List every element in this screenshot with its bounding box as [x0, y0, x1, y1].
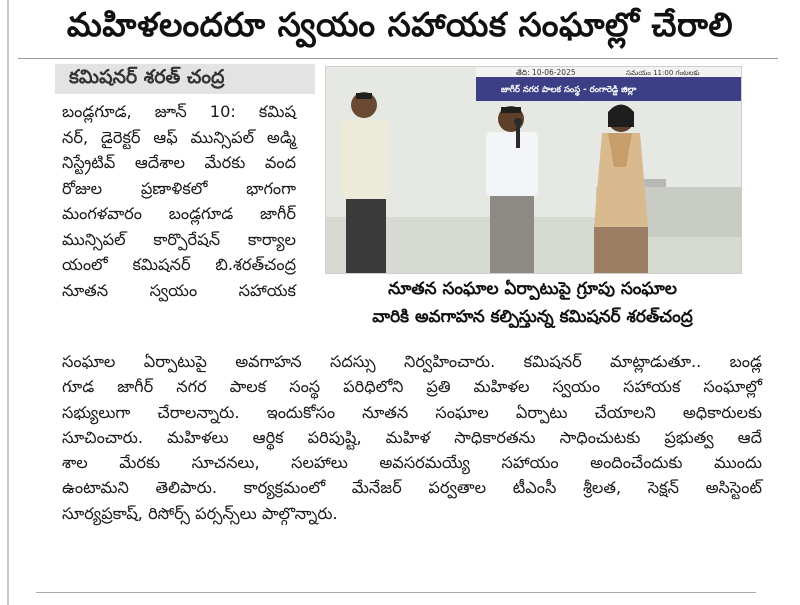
page-edge-line: [7, 0, 9, 605]
article-column-text: [62, 99, 296, 303]
text-line: మున్సిపల్ కార్పొరేషన్ కార్యాల: [62, 229, 296, 249]
event-photo-illustration: [326, 67, 741, 273]
text-line: మంగళవారం బండ్లగూడ జాగీర్: [62, 204, 296, 223]
text-line: సూచించారు. మహిళలు ఆర్థిక పరిపుష్టి, మహిళ సాధికారతను సాధించుటకు ప్రభుత్వ ఆదే: [62, 427, 762, 447]
text-line: సంఘాల ఏర్పాటుపై అవగాహన సదస్సు నిర్వహించారు. కమిషనర్ మాట్లాడుతూ.. బండ్ల: [62, 352, 762, 371]
byline: [55, 64, 315, 94]
caption-line-2: వారికి అవగాహన కల్పిస్తున్న కమిషనర్ శరత్‌చంద్ర: [372, 307, 693, 327]
bottom-rule: [36, 592, 756, 593]
text-line: రోజుల ప్రణాళికలో భాగంగా: [62, 178, 296, 198]
text-line: యంలో కమిషనర్ బి.శరత్‌చంద్ర: [62, 255, 296, 274]
headline-rule: [18, 58, 778, 59]
text-line: ఉంటామని తెలిపారు. కార్యక్రమంలో మేనేజర్ పర్వతాల టీఎంసీ శ్రీలత, సెక్షన్ అసిస్టెంట్: [62, 478, 762, 498]
text-line: గూడ జాగీర్ నగర పాలక సంస్థ పరిధిలోని ప్రతి మహిళల స్వయం సహాయక సంఘాల్లో: [62, 377, 762, 397]
banner-time: సమయం 11:00 గంటలకు: [626, 69, 700, 77]
text-line: నిస్ట్రేటివ్ ఆదేశాల మేరకు వంద: [62, 153, 296, 172]
text-line: సూర్యప్రకాష్, రిసోర్స్ పర్సన్స్‌లు పాల్గొన్నారు.: [62, 503, 338, 523]
event-photo: [325, 66, 742, 274]
headline: మహిళలందరూ స్వయం సహాయక సంఘాల్లో చేరాలి: [66, 4, 734, 44]
article-body-text: [62, 349, 762, 526]
text-line: నూతన స్వయం సహాయక: [62, 280, 296, 300]
text-line: నర్, డైరెక్టర్ ఆఫ్ మున్సిపల్ అడ్మి: [62, 127, 296, 147]
text-line: సభ్యులుగా చేరాలన్నారు. ఇందుకోసం నూతన సంఘాల ఏర్పాటు చేయాలని అధికారులకు: [62, 402, 762, 422]
text-line: బండ్లగూడ, జూన్ 10: కమిష: [62, 102, 296, 121]
byline-text: కమిషనర్ శరత్ చంద్ర: [69, 65, 225, 88]
photo-caption: [325, 275, 740, 335]
caption-line-1: నూతన సంఘాల ఏర్పాటుపై గ్రూపు సంఘాల: [388, 279, 677, 299]
banner-title: జాగీర్ నగర పాలక సంస్థ - రంగారెడ్డి జిల్లా: [501, 85, 637, 95]
text-line: శాల మేరకు సూచనలు, సలహాలు అవసరమయ్యే సహాయం అందించేందుకు ముందు: [62, 453, 762, 473]
banner-date: తేది: 10-06-2025: [516, 68, 576, 77]
